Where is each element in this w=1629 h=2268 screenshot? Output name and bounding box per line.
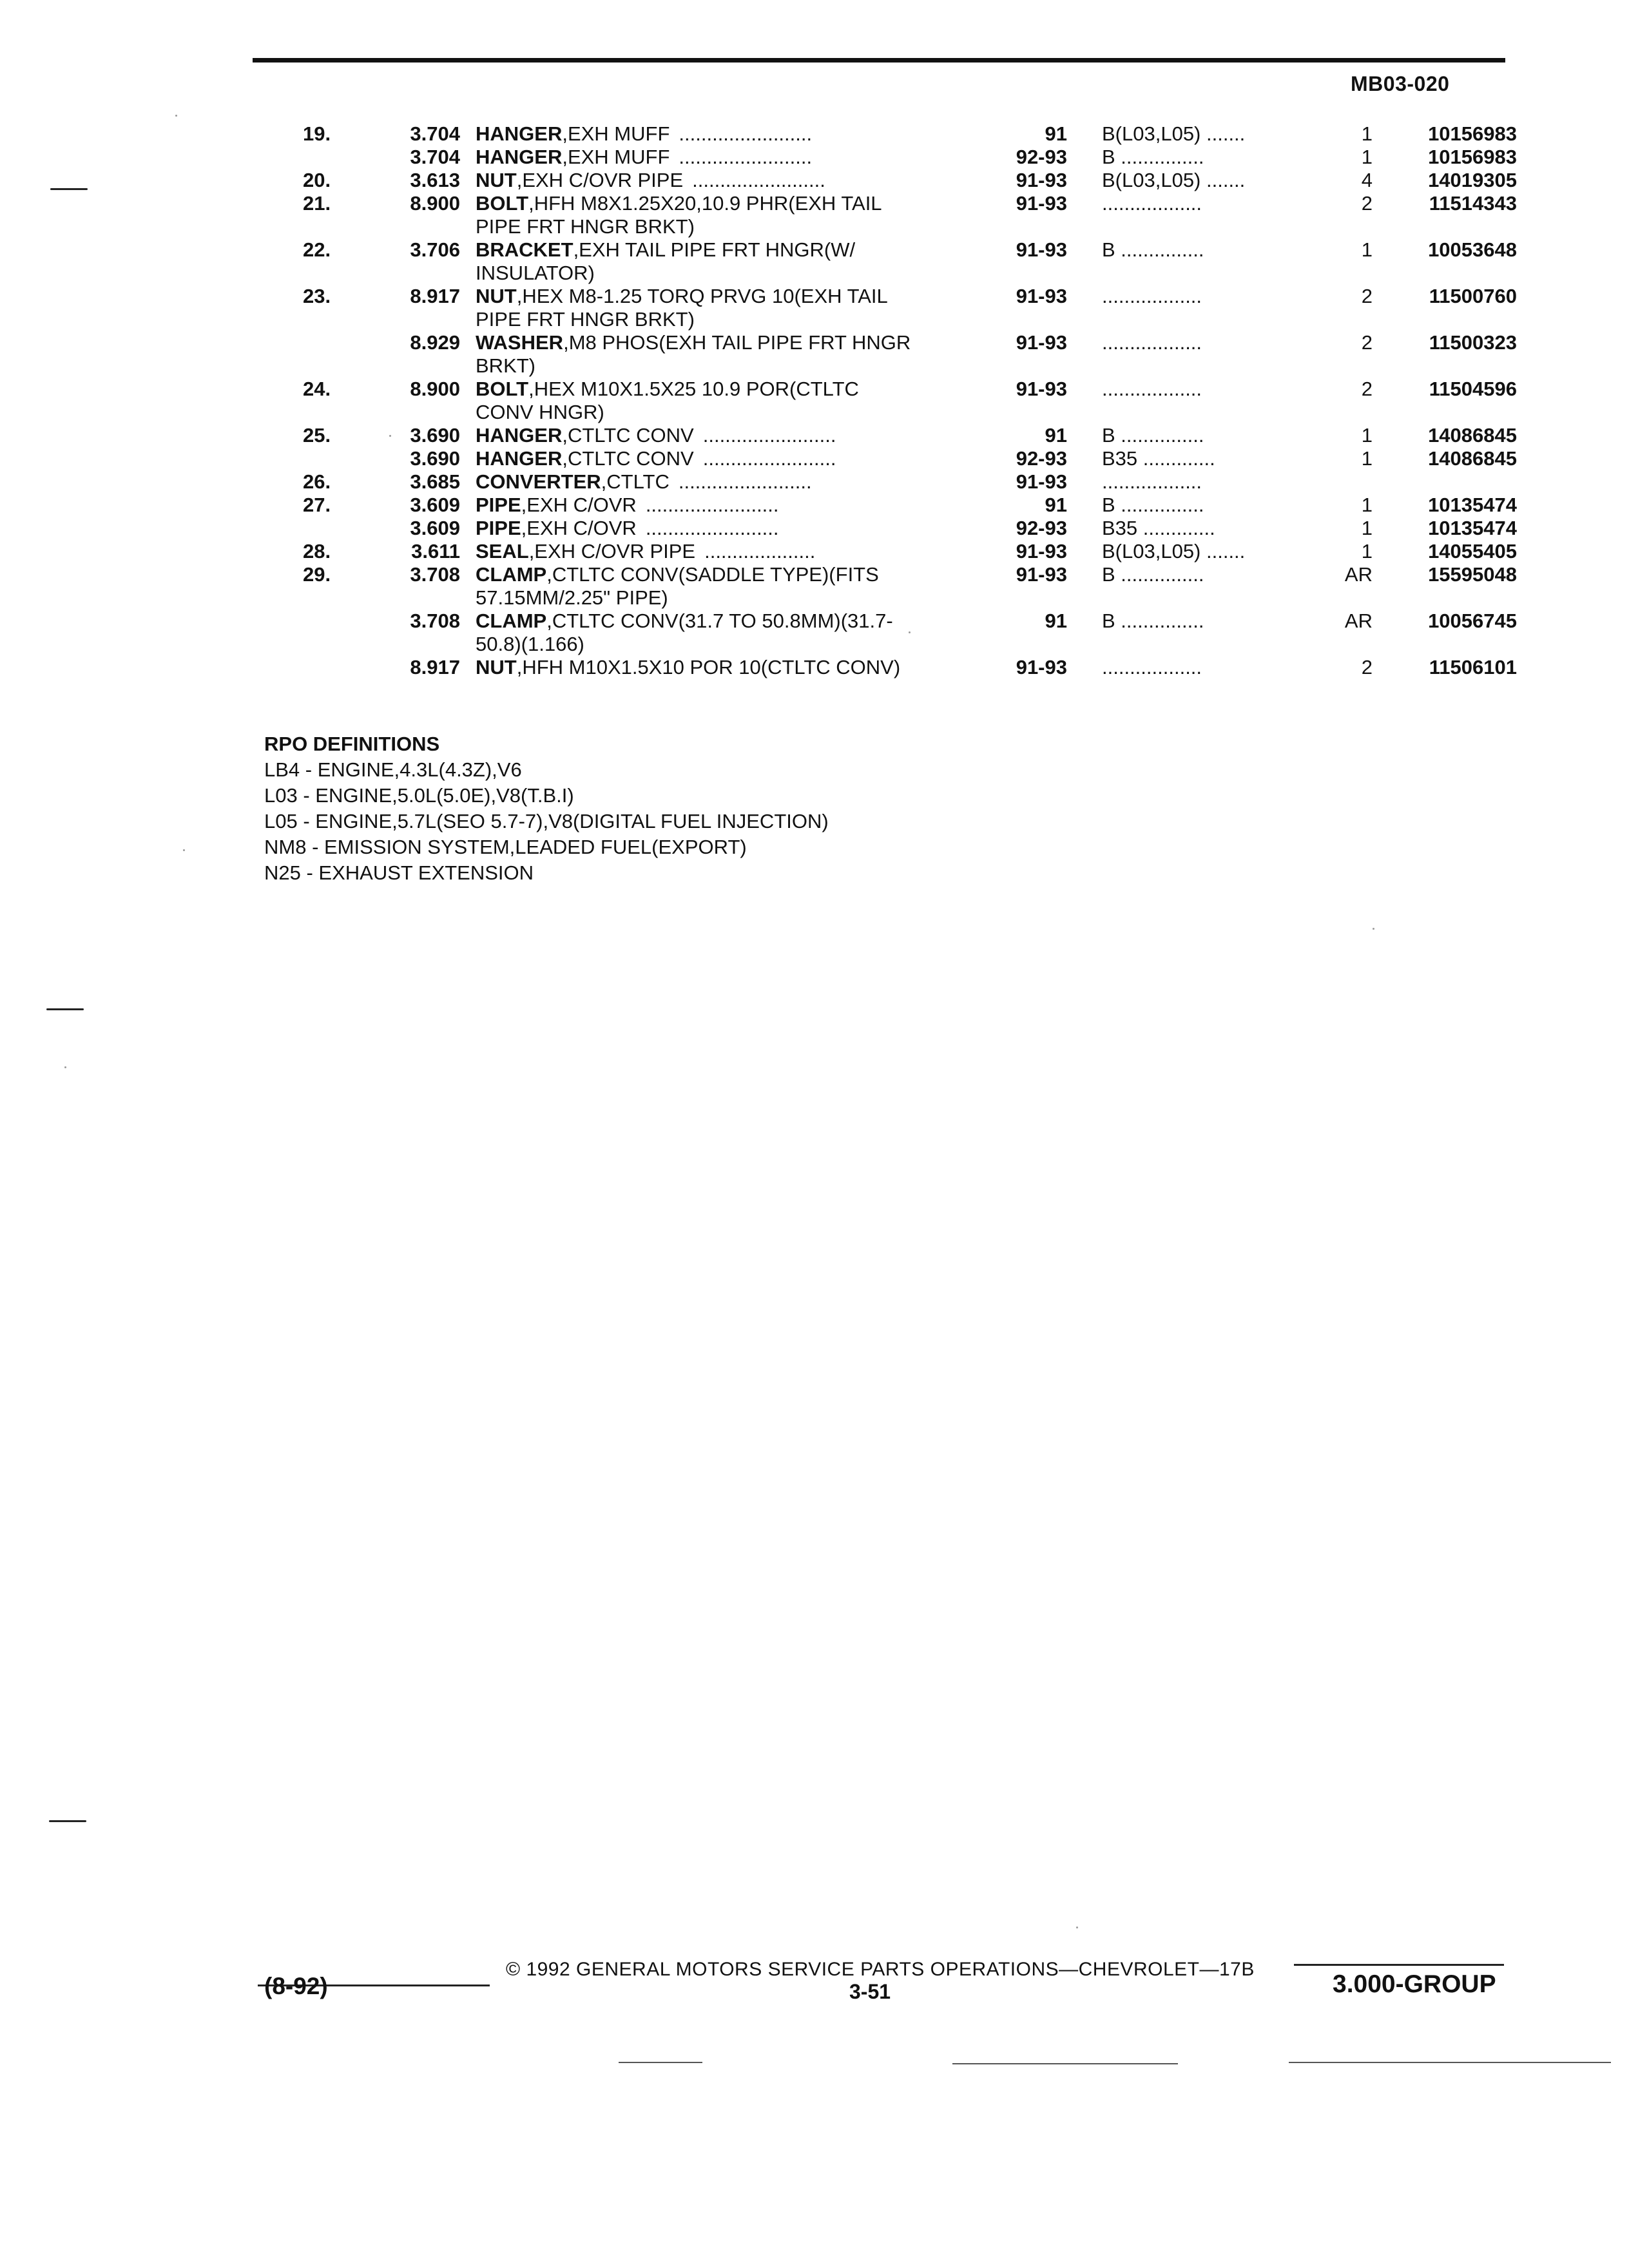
part-number: 11500323	[1429, 331, 1517, 354]
margin-mark	[49, 1820, 86, 1822]
model-years: 92-93	[1016, 146, 1067, 168]
model-years: 91	[1045, 424, 1067, 447]
group-number: 3.609	[410, 494, 460, 516]
quantity: AR	[1344, 563, 1373, 586]
part-number: 10135474	[1428, 517, 1517, 539]
part-detail: ,EXH C/OVR PIPE	[516, 169, 684, 191]
group-number: 8.929	[410, 331, 460, 354]
quantity: 1	[1361, 447, 1373, 470]
part-number: 14055405	[1428, 540, 1517, 562]
table-row	[271, 331, 1521, 354]
part-detail: ,HFH M10X1.5X10 POR 10(CTLTC CONV)	[516, 656, 901, 678]
table-row	[271, 262, 1521, 285]
rpo-code: B ...............	[1102, 610, 1204, 632]
part-detail: INSULATOR)	[476, 262, 595, 284]
table-row	[271, 215, 1521, 238]
part-name: HANGER	[476, 146, 563, 168]
scan-speck	[183, 849, 185, 851]
part-detail: ,CTLTC CONV(31.7 TO 50.8MM)(31.7-	[546, 610, 893, 632]
table-row	[271, 447, 1521, 470]
part-detail: 57.15MM/2.25" PIPE)	[476, 586, 668, 609]
footer-rule-right	[1294, 1964, 1504, 1966]
group-number: 3.685	[410, 470, 460, 493]
footer-copyright: © 1992 GENERAL MOTORS SERVICE PARTS OPERATIONS—CHEVROLET—17B	[506, 1959, 1255, 1980]
part-name: NUT	[476, 656, 517, 678]
part-description	[476, 633, 1268, 656]
scan-speck	[1373, 928, 1374, 930]
rpo-code: ..................	[1102, 656, 1202, 678]
group-number: 8.900	[410, 378, 460, 400]
scan-speck	[1076, 1927, 1078, 1928]
rpo-code: B(L03,L05) .......	[1102, 169, 1246, 191]
scan-speck	[64, 1066, 66, 1068]
model-years: 91-93	[1016, 656, 1067, 678]
part-detail: BRKT)	[476, 354, 535, 377]
item-ref-number: 27.	[303, 494, 331, 516]
quantity: 1	[1361, 494, 1373, 516]
rpo-code: B ...............	[1102, 146, 1204, 168]
rpo-code: ..................	[1102, 285, 1202, 307]
footer-group: 3.000-GROUP	[1333, 1970, 1496, 1998]
quantity: 2	[1361, 331, 1373, 354]
group-number: 3.690	[410, 424, 460, 447]
model-years: 91-93	[1016, 563, 1067, 586]
quantity: 4	[1361, 169, 1373, 191]
quantity: AR	[1344, 610, 1373, 632]
model-years: 91-93	[1016, 540, 1067, 562]
group-number: 3.708	[410, 610, 460, 632]
scan-artifact-line	[952, 2063, 1178, 2064]
footer-page-number: 3-51	[849, 1980, 891, 2003]
part-detail: ,HFH M8X1.25X20,10.9 PHR(EXH TAIL	[528, 192, 882, 215]
part-description	[476, 401, 1268, 424]
table-row	[271, 563, 1521, 586]
table-row	[271, 470, 1521, 494]
item-ref-number: 25.	[303, 424, 331, 447]
table-row	[271, 610, 1521, 633]
table-row	[271, 540, 1521, 563]
group-number: 3.690	[410, 447, 460, 470]
model-years: 91-93	[1016, 285, 1067, 307]
part-description	[476, 354, 1268, 378]
part-detail: ,EXH C/OVR	[521, 517, 637, 539]
part-detail: ,HEX M10X1.5X25 10.9 POR(CTLTC	[528, 378, 859, 400]
part-number: 14019305	[1428, 169, 1517, 191]
model-years: 92-93	[1016, 517, 1067, 539]
scan-speck	[909, 631, 911, 633]
part-detail: PIPE FRT HNGR BRKT)	[476, 215, 695, 238]
model-years: 91	[1045, 494, 1067, 516]
part-number: 11514343	[1429, 192, 1517, 215]
margin-mark	[50, 188, 88, 190]
model-years: 91-93	[1016, 169, 1067, 191]
leader-dots: ........................	[692, 169, 825, 191]
group-number: 3.706	[410, 238, 460, 261]
margin-mark	[46, 1008, 84, 1010]
part-detail: ,CTLTC CONV	[562, 447, 694, 470]
table-row	[271, 378, 1521, 401]
rpo-code: ..................	[1102, 378, 1202, 400]
item-ref-number: 26.	[303, 470, 331, 493]
group-number: 8.917	[410, 285, 460, 307]
leader-dots: ........................	[678, 470, 812, 493]
model-years: 91-93	[1016, 470, 1067, 493]
part-detail: ,HEX M8-1.25 TORQ PRVG 10(EXH TAIL	[516, 285, 888, 307]
item-ref-number: 20.	[303, 169, 331, 191]
part-number: 14086845	[1428, 447, 1517, 470]
part-detail: ,M8 PHOS(EXH TAIL PIPE FRT HNGR	[563, 331, 911, 354]
group-number: 3.704	[410, 146, 460, 168]
part-number: 10135474	[1428, 494, 1517, 516]
model-years: 92-93	[1016, 447, 1067, 470]
part-name: SEAL	[476, 540, 529, 562]
rpo-definitions	[264, 731, 829, 886]
group-number: 3.613	[410, 169, 460, 191]
part-name: PIPE	[476, 517, 521, 539]
part-number: 14086845	[1428, 424, 1517, 447]
parts-list	[271, 122, 1521, 679]
table-row	[271, 494, 1521, 517]
model-years: 91	[1045, 122, 1067, 145]
table-row	[271, 285, 1521, 308]
part-detail: CONV HNGR)	[476, 401, 604, 423]
model-years: 91-93	[1016, 192, 1067, 215]
rpo-definition-item: NM8 - EMISSION SYSTEM,LEADED FUEL(EXPORT)	[264, 836, 747, 858]
table-row	[271, 146, 1521, 169]
rpo-code: ..................	[1102, 331, 1202, 354]
leader-dots: ........................	[679, 146, 813, 168]
quantity: 1	[1361, 146, 1373, 168]
page-code: MB03-020	[1351, 72, 1450, 95]
part-name: HANGER	[476, 447, 563, 470]
part-number: 10056745	[1428, 610, 1517, 632]
item-ref-number: 29.	[303, 563, 331, 586]
leader-dots: ........................	[679, 122, 813, 145]
part-description	[476, 586, 1268, 610]
part-name: NUT	[476, 285, 517, 307]
part-number: 10156983	[1428, 146, 1517, 168]
table-row	[271, 169, 1521, 192]
rpo-code: B(L03,L05) .......	[1102, 122, 1246, 145]
rpo-code: B35 .............	[1102, 447, 1215, 470]
table-row	[271, 122, 1521, 146]
table-row	[271, 354, 1521, 378]
part-detail: ,EXH MUFF	[562, 122, 670, 145]
rpo-definitions-heading: RPO DEFINITIONS	[264, 733, 440, 755]
group-number: 3.611	[411, 540, 460, 562]
part-detail: ,EXH MUFF	[562, 146, 670, 168]
quantity: 1	[1361, 540, 1373, 562]
part-description	[476, 262, 1268, 285]
part-number: 10053648	[1428, 238, 1517, 261]
rpo-definition-item: L05 - ENGINE,5.7L(SEO 5.7-7),V8(DIGITAL FUEL INJECTION)	[264, 810, 829, 832]
rpo-code: B ...............	[1102, 424, 1204, 447]
group-number: 3.704	[410, 122, 460, 145]
part-detail: ,CTLTC CONV(SADDLE TYPE)(FITS	[546, 563, 879, 586]
part-number: 11506101	[1429, 656, 1517, 678]
rpo-code: ..................	[1102, 192, 1202, 215]
part-detail: ,EXH TAIL PIPE FRT HNGR(W/	[573, 238, 856, 261]
model-years: 91-93	[1016, 238, 1067, 261]
item-ref-number: 28.	[303, 540, 331, 562]
table-row	[271, 192, 1521, 215]
top-rule	[253, 58, 1505, 62]
quantity: 2	[1361, 285, 1373, 307]
rpo-code: ..................	[1102, 470, 1202, 493]
rpo-code: B ...............	[1102, 494, 1204, 516]
part-number: 15595048	[1428, 563, 1517, 586]
scan-artifact-line	[1289, 2062, 1611, 2063]
quantity: 2	[1361, 656, 1373, 678]
group-number: 8.900	[410, 192, 460, 215]
item-ref-number: 24.	[303, 378, 331, 400]
rpo-code: B35 .............	[1102, 517, 1215, 539]
model-years: 91-93	[1016, 378, 1067, 400]
part-detail: 50.8)(1.166)	[476, 633, 584, 655]
rpo-code: B(L03,L05) .......	[1102, 540, 1246, 562]
group-number: 3.708	[410, 563, 460, 586]
leader-dots: ........................	[702, 424, 836, 447]
part-name: PIPE	[476, 494, 521, 516]
rpo-definition-item: LB4 - ENGINE,4.3L(4.3Z),V6	[264, 758, 522, 781]
table-row	[271, 517, 1521, 540]
quantity: 1	[1361, 238, 1373, 261]
scan-artifact-line	[619, 2062, 702, 2063]
group-number: 8.917	[410, 656, 460, 678]
part-number: 10156983	[1428, 122, 1517, 145]
item-ref-number: 21.	[303, 192, 331, 215]
part-name: NUT	[476, 169, 517, 191]
part-detail: ,CTLTC	[601, 470, 670, 493]
rpo-code: B ...............	[1102, 563, 1204, 586]
item-ref-number: 19.	[303, 122, 331, 145]
part-name: CLAMP	[476, 610, 547, 632]
table-row	[271, 238, 1521, 262]
item-ref-number: 23.	[303, 285, 331, 307]
quantity: 1	[1361, 424, 1373, 447]
part-name: HANGER	[476, 424, 563, 447]
part-name: BOLT	[476, 378, 529, 400]
leader-dots: ........................	[702, 447, 836, 470]
model-years: 91	[1045, 610, 1067, 632]
table-row	[271, 401, 1521, 424]
part-name: BOLT	[476, 192, 529, 215]
footer-date: (8-92)	[264, 1973, 328, 1999]
part-detail: PIPE FRT HNGR BRKT)	[476, 308, 695, 331]
table-row	[271, 586, 1521, 610]
model-years: 91-93	[1016, 331, 1067, 354]
scan-speck	[389, 435, 391, 437]
rpo-code: B ...............	[1102, 238, 1204, 261]
leader-dots: ........................	[645, 494, 779, 516]
table-row	[271, 308, 1521, 331]
leader-dots: ........................	[645, 517, 779, 539]
table-row	[271, 656, 1521, 679]
rpo-definition-item: L03 - ENGINE,5.0L(5.0E),V8(T.B.I)	[264, 784, 574, 807]
table-row	[271, 633, 1521, 656]
part-description	[476, 215, 1268, 238]
part-name: WASHER	[476, 331, 564, 354]
part-name: CLAMP	[476, 563, 547, 586]
quantity: 1	[1361, 122, 1373, 145]
quantity: 2	[1361, 378, 1373, 400]
part-number: 11504596	[1429, 378, 1517, 400]
quantity: 1	[1361, 517, 1373, 539]
part-description	[476, 308, 1268, 331]
part-number: 11500760	[1429, 285, 1517, 307]
scan-speck	[175, 115, 177, 117]
part-name: CONVERTER	[476, 470, 601, 493]
part-detail: ,EXH C/OVR PIPE	[528, 540, 696, 562]
item-ref-number: 22.	[303, 238, 331, 261]
part-detail: ,CTLTC CONV	[562, 424, 694, 447]
part-detail: ,EXH C/OVR	[521, 494, 637, 516]
quantity: 2	[1361, 192, 1373, 215]
group-number: 3.609	[410, 517, 460, 539]
part-name: BRACKET	[476, 238, 574, 261]
part-name: HANGER	[476, 122, 563, 145]
table-row	[271, 424, 1521, 447]
leader-dots: ....................	[704, 540, 816, 562]
rpo-definition-item: N25 - EXHAUST EXTENSION	[264, 861, 534, 884]
